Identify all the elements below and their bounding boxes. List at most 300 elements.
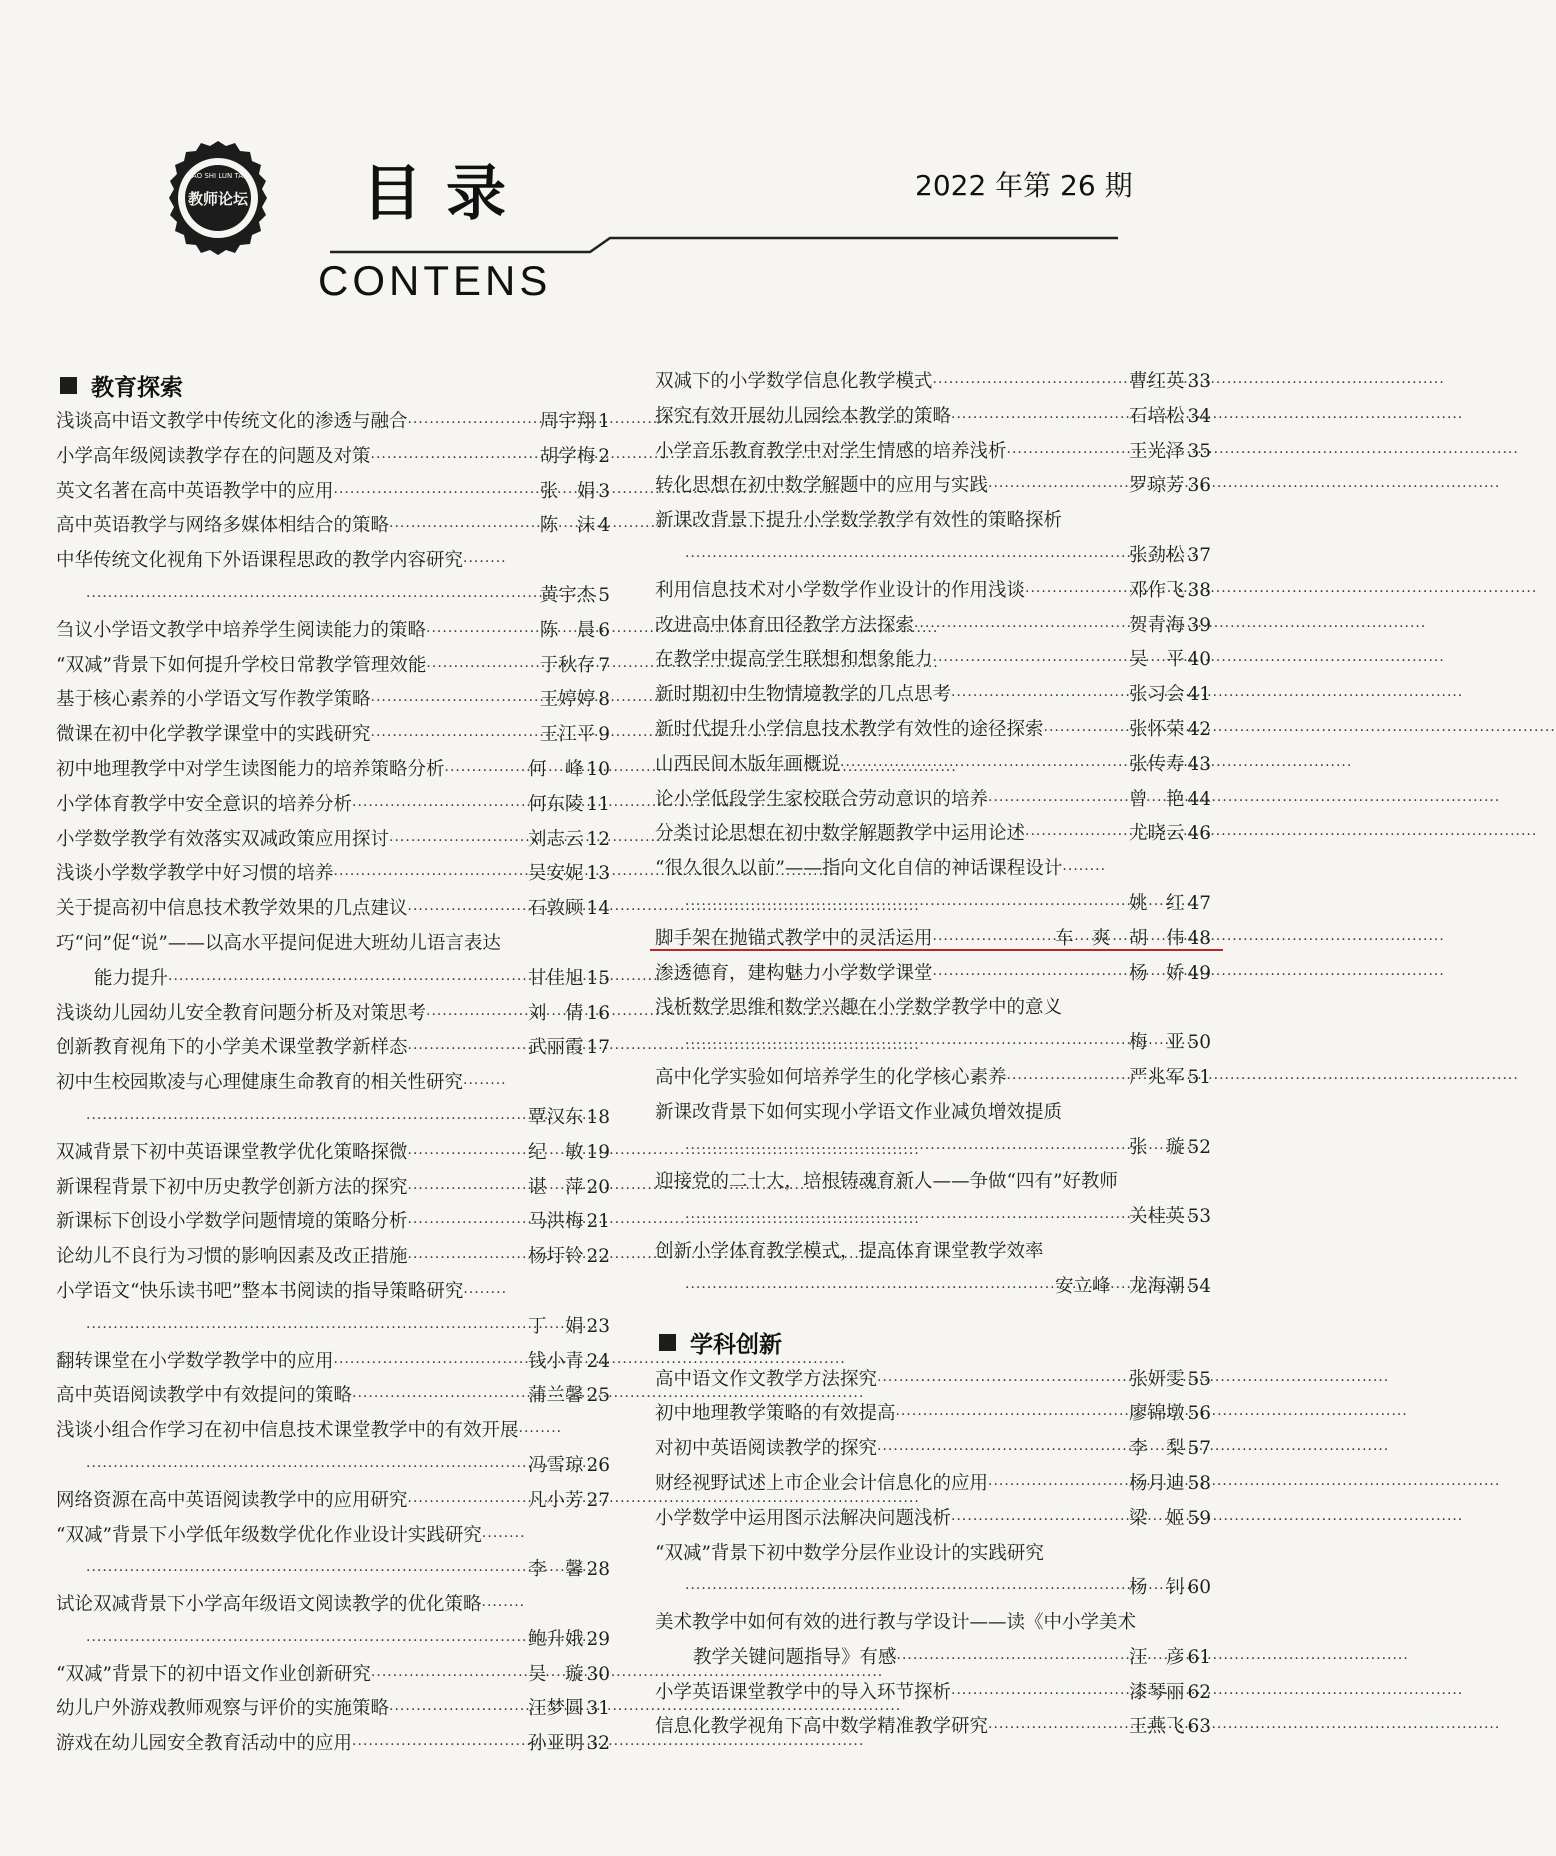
dot-leader bbox=[408, 406, 536, 441]
dot-leader bbox=[463, 1276, 610, 1311]
dot-leader bbox=[933, 923, 1051, 958]
dot-leader bbox=[371, 441, 536, 476]
entry-page: 52 bbox=[1187, 1136, 1211, 1158]
entry-page: 61 bbox=[1187, 1646, 1211, 1668]
toc-entry bbox=[56, 649, 610, 684]
toc-entry bbox=[655, 713, 1211, 748]
toc-entry bbox=[655, 609, 1211, 644]
dot-leader bbox=[655, 1271, 1051, 1306]
entry-title: 幼儿户外游戏教师观察与评价的实施策略 bbox=[56, 1698, 390, 1720]
toc-entry bbox=[655, 748, 1211, 783]
entry-page: 34 bbox=[1187, 405, 1211, 427]
entry-page: 27 bbox=[586, 1489, 610, 1511]
issue-number: 2022 年第 26 期 bbox=[915, 169, 1133, 202]
entry-author: 汪 彦 bbox=[1128, 1646, 1185, 1668]
entry-author: 汪梦圆 bbox=[527, 1698, 584, 1720]
entry-title: 新课程背景下初中历史教学创新方法的探究 bbox=[56, 1176, 408, 1198]
toc-entry bbox=[655, 1606, 1211, 1641]
toc-left-column bbox=[56, 365, 610, 1762]
toc-entry bbox=[56, 1553, 610, 1588]
dot-leader bbox=[352, 1728, 524, 1763]
entry-title: 翻转课堂在小学数学教学中的应用 bbox=[56, 1350, 334, 1372]
entry-author: 石培松 bbox=[1128, 405, 1185, 427]
toc-entry bbox=[56, 614, 610, 649]
entry-title: 初中地理教学策略的有效提高 bbox=[655, 1403, 896, 1425]
toc-entry bbox=[655, 678, 1211, 713]
entry-author: 何东陵 bbox=[527, 793, 584, 815]
entry-page: 25 bbox=[586, 1385, 610, 1407]
dot-leader bbox=[482, 1589, 610, 1624]
section-heading bbox=[655, 1323, 1211, 1363]
entry-author: 黄宇杰 bbox=[539, 584, 596, 606]
entry-author: 陈 晨 bbox=[539, 619, 596, 641]
entry-page: 15 bbox=[586, 967, 610, 989]
section-title: 教育探索 bbox=[91, 374, 183, 401]
entry-title: “双减”背景下初中数学分层作业设计的实践研究 bbox=[655, 1542, 1044, 1564]
toc-entry bbox=[655, 922, 1211, 957]
dot-leader bbox=[933, 958, 1125, 993]
toc-entry bbox=[56, 788, 610, 823]
entry-author: 王燕飞 bbox=[1128, 1716, 1185, 1738]
entry-title: 渗透德育，建构魅力小学数学课堂 bbox=[655, 962, 933, 984]
entry-author: 杨圩铃 bbox=[527, 1246, 584, 1268]
entry-title: 小学语文“快乐读书吧”整本书阅读的指导策略研究 bbox=[56, 1280, 464, 1302]
entry-author: 纪 敏 bbox=[527, 1141, 584, 1163]
entry-author: 胡学梅 bbox=[539, 445, 596, 467]
entry-page: 11 bbox=[586, 793, 610, 815]
dot-leader bbox=[951, 1503, 1125, 1538]
toc-entry bbox=[56, 405, 610, 440]
entry-title: 新课改背景下如何实现小学语文作业减负增效提质 bbox=[655, 1101, 1063, 1123]
dot-leader bbox=[877, 1433, 1125, 1468]
entry-author: 冯雪琼 bbox=[527, 1454, 584, 1476]
dot-leader bbox=[56, 580, 536, 615]
entry-page: 55 bbox=[1187, 1368, 1211, 1390]
dot-leader bbox=[463, 1067, 610, 1102]
dot-leader bbox=[482, 1520, 610, 1555]
entry-page: 22 bbox=[586, 1246, 610, 1268]
entry-page: 60 bbox=[1187, 1577, 1211, 1599]
entry-page: 8 bbox=[598, 689, 610, 711]
toc-entry bbox=[655, 1363, 1211, 1398]
toc-entry bbox=[655, 1131, 1211, 1166]
entry-title: 小学数学教学有效落实双减政策应用探讨 bbox=[56, 828, 390, 850]
entry-author: 贺青海 bbox=[1128, 614, 1185, 636]
dot-leader bbox=[168, 963, 524, 998]
toc-entry bbox=[655, 1432, 1211, 1467]
entry-title: 高中语文作文教学方法探究 bbox=[655, 1368, 878, 1390]
entry-author: 邓作飞 bbox=[1128, 579, 1185, 601]
entry-page: 58 bbox=[1187, 1472, 1211, 1494]
toc-entry bbox=[655, 957, 1211, 992]
toc-entry bbox=[655, 1026, 1211, 1061]
entry-title: 浅谈高中语文教学中传统文化的渗透与融合 bbox=[56, 411, 408, 432]
toc-entry bbox=[56, 1449, 610, 1484]
dot-leader bbox=[519, 1415, 610, 1450]
toc-entry bbox=[56, 1171, 610, 1206]
toc-entry bbox=[655, 643, 1211, 678]
entry-author: 谌 萍 bbox=[527, 1176, 584, 1198]
entry-author: 刘 倩 bbox=[527, 1002, 584, 1024]
toc-entry bbox=[56, 962, 610, 997]
dot-leader bbox=[334, 476, 536, 511]
entry-author: 王光泽 bbox=[1128, 440, 1185, 462]
toc-entry bbox=[655, 1467, 1211, 1502]
entry-page: 29 bbox=[586, 1628, 610, 1650]
logo-top-text: JIAO SHI LUN TAN bbox=[187, 172, 249, 180]
entry-page: 16 bbox=[586, 1002, 610, 1024]
dot-leader bbox=[56, 1624, 524, 1659]
entry-author: 张劲松 bbox=[1128, 544, 1185, 566]
dot-leader bbox=[1044, 714, 1125, 749]
toc-entry bbox=[655, 1397, 1211, 1432]
toc-entry bbox=[56, 1136, 610, 1171]
dot-leader bbox=[371, 684, 536, 719]
entry-page: 57 bbox=[1187, 1438, 1211, 1460]
entry-author: 甘佳旭 bbox=[527, 967, 584, 989]
dot-leader bbox=[352, 789, 524, 824]
dot-leader bbox=[655, 1201, 1125, 1236]
entry-page: 30 bbox=[586, 1663, 610, 1685]
dot-leader bbox=[408, 1032, 524, 1067]
dot-leader bbox=[1062, 853, 1211, 888]
dot-leader bbox=[389, 510, 536, 545]
dot-leader bbox=[389, 824, 524, 859]
dot-leader bbox=[655, 888, 1125, 923]
dot-leader bbox=[352, 1380, 524, 1415]
entry-page: 51 bbox=[1187, 1066, 1211, 1088]
entry-title: 分类讨论思想在初中数学解题教学中运用论述 bbox=[655, 823, 1026, 845]
entry-page: 40 bbox=[1187, 649, 1211, 671]
entry-title: “双减”背景下的初中语文作业创新研究 bbox=[56, 1663, 371, 1685]
section-title: 学科创新 bbox=[690, 1332, 782, 1359]
toc-entry bbox=[56, 997, 610, 1032]
entry-page: 33 bbox=[1187, 371, 1211, 392]
entry-author: 梅 亚 bbox=[1128, 1032, 1185, 1054]
entry-page: 62 bbox=[1187, 1681, 1211, 1703]
entry-page: 6 bbox=[598, 619, 610, 641]
entry-title: 创新教育视角下的小学美术课堂教学新样态 bbox=[56, 1037, 408, 1059]
toc-entry bbox=[56, 1658, 610, 1693]
entry-title: 信息化教学视角下高中数学精准教学研究 bbox=[655, 1716, 989, 1738]
toc-entry bbox=[655, 1061, 1211, 1096]
entry-author: 张习会 bbox=[1128, 684, 1185, 706]
dot-leader bbox=[56, 1102, 524, 1137]
entry-title: 小学音乐教育教学中对学生情感的培养浅析 bbox=[655, 440, 1007, 462]
dot-leader bbox=[408, 1137, 524, 1172]
highlight-underline bbox=[650, 949, 1223, 951]
dot-leader bbox=[445, 754, 524, 789]
entry-title: 初中地理教学中对学生读图能力的培养策略分析 bbox=[56, 758, 445, 780]
dot-leader bbox=[655, 1132, 1125, 1167]
header-rule bbox=[0, 0, 1296, 304]
entry-title: 新时代提升小学信息技术教学有效性的途径探索 bbox=[655, 718, 1044, 740]
entry-page: 19 bbox=[586, 1141, 610, 1163]
entry-page: 38 bbox=[1187, 579, 1211, 601]
entry-title: 探究有效开展幼儿园绘本教学的策略 bbox=[655, 405, 952, 427]
square-bullet-icon bbox=[659, 1334, 676, 1351]
dot-leader bbox=[933, 644, 1125, 679]
entry-author: 严兆军 bbox=[1128, 1066, 1185, 1088]
toc-entry bbox=[56, 1066, 610, 1101]
dot-leader bbox=[463, 545, 610, 580]
dot-leader bbox=[334, 1346, 524, 1381]
entry-page: 42 bbox=[1187, 718, 1211, 740]
entry-author: 尤晓云 bbox=[1128, 823, 1185, 845]
entry-title: 游戏在幼儿园安全教育活动中的应用 bbox=[56, 1733, 353, 1755]
entry-author: 石敦顾 bbox=[527, 898, 584, 920]
entry-page: 18 bbox=[586, 1106, 610, 1128]
toc-entry bbox=[56, 1727, 610, 1762]
toc-entry bbox=[655, 1502, 1211, 1537]
entry-page: 20 bbox=[586, 1176, 610, 1198]
toc-entry bbox=[655, 1235, 1211, 1270]
entry-page: 17 bbox=[586, 1037, 610, 1059]
entry-author: 安立峰 龙海潮 bbox=[1054, 1275, 1185, 1297]
toc-entry bbox=[56, 1240, 610, 1275]
dot-leader bbox=[408, 1485, 524, 1520]
entry-title: 试论双减背景下小学高年级语文阅读教学的优化策略 bbox=[56, 1594, 482, 1616]
dot-leader bbox=[951, 1677, 1125, 1712]
entry-author: 覃汉东 bbox=[527, 1106, 584, 1128]
entry-author: 杨 钊 bbox=[1128, 1577, 1185, 1599]
entry-page: 37 bbox=[1187, 544, 1211, 566]
entry-title: 小学英语课堂教学中的导入环节探析 bbox=[655, 1681, 952, 1703]
dot-leader bbox=[1025, 575, 1125, 610]
entry-author: 漆琴丽 bbox=[1128, 1681, 1185, 1703]
entry-page: 21 bbox=[586, 1211, 610, 1233]
toc-entry bbox=[56, 475, 610, 510]
dot-leader bbox=[897, 1642, 1125, 1677]
entry-author: 王婷婷 bbox=[539, 689, 596, 711]
entry-author: 罗琼芳 bbox=[1128, 475, 1185, 497]
entry-page: 28 bbox=[586, 1559, 610, 1581]
entry-page: 41 bbox=[1187, 684, 1211, 706]
toc-entry bbox=[56, 1484, 610, 1519]
entry-page: 5 bbox=[598, 584, 610, 606]
toc-entry bbox=[655, 469, 1211, 504]
entry-title: 迎接党的二十大，培根铸魂育新人——争做“四有”好教师 bbox=[655, 1171, 1118, 1193]
toc-entry bbox=[56, 1310, 610, 1345]
entry-page: 2 bbox=[598, 445, 610, 467]
entry-page: 36 bbox=[1187, 475, 1211, 497]
dot-leader bbox=[1007, 1062, 1125, 1097]
entry-title: “很久很久以前”——指向文化自信的神话课程设计 bbox=[655, 858, 1063, 880]
entry-author: 何 峰 bbox=[527, 758, 584, 780]
toc-entry bbox=[655, 1676, 1211, 1711]
entry-page: 49 bbox=[1187, 962, 1211, 984]
toc-entry bbox=[655, 1641, 1211, 1676]
toc-entry bbox=[56, 440, 610, 475]
entry-title: 改进高中体育田径教学方法探索 bbox=[655, 614, 915, 636]
dot-leader bbox=[1025, 818, 1125, 853]
dot-leader bbox=[988, 784, 1125, 819]
entry-title: 关于提高初中信息技术教学效果的几点建议 bbox=[56, 898, 408, 920]
entry-author: 杨月迪 bbox=[1128, 1472, 1185, 1494]
entry-author: 于秋存 bbox=[539, 654, 596, 676]
entry-page: 10 bbox=[586, 758, 610, 780]
toc-entry bbox=[56, 1379, 610, 1414]
entry-author: 张 娟 bbox=[539, 480, 596, 502]
toc-entry bbox=[655, 887, 1211, 922]
dot-leader bbox=[951, 679, 1125, 714]
entry-author: 吴 璇 bbox=[527, 1663, 584, 1685]
entry-title: 微课在初中化学教学课堂中的实践研究 bbox=[56, 724, 371, 746]
contents-en-title: CONTENS bbox=[318, 257, 552, 304]
entry-page: 63 bbox=[1187, 1716, 1211, 1738]
entry-page: 32 bbox=[586, 1733, 610, 1755]
toc-entry bbox=[655, 852, 1211, 887]
entry-author: 马洪梅 bbox=[527, 1211, 584, 1233]
entry-page: 1 bbox=[598, 411, 610, 432]
toc-entry bbox=[56, 1623, 610, 1658]
toc-entry bbox=[655, 365, 1211, 400]
entry-page: 44 bbox=[1187, 788, 1211, 810]
dot-leader bbox=[655, 1572, 1125, 1607]
entry-page: 23 bbox=[586, 1315, 610, 1337]
toc-entry bbox=[655, 435, 1211, 470]
entry-author: 孙亚明 bbox=[527, 1733, 584, 1755]
entry-title: 论小学低段学生家校联合劳动意识的培养 bbox=[655, 788, 989, 810]
entry-author: 鲍升娥 bbox=[527, 1628, 584, 1650]
entry-title: 新课改背景下提升小学数学教学有效性的策略探析 bbox=[655, 510, 1063, 532]
entry-author: 曹红英 bbox=[1128, 371, 1185, 392]
entry-title: 论幼儿不良行为习惯的影响因素及改正措施 bbox=[56, 1246, 408, 1268]
toc-entry bbox=[655, 1571, 1211, 1606]
entry-title: 能力提升 bbox=[94, 967, 169, 989]
entry-title: 双减下的小学数学信息化教学模式 bbox=[655, 371, 933, 392]
dot-leader bbox=[877, 1364, 1125, 1399]
entry-author: 李 梨 bbox=[1128, 1438, 1185, 1460]
entry-title: 山西民间木版年画概说 bbox=[655, 753, 841, 775]
toc-entry bbox=[56, 544, 610, 579]
entry-page: 24 bbox=[586, 1350, 610, 1372]
dot-leader bbox=[1007, 436, 1125, 471]
entry-title: 转化思想在初中数学解题中的应用与实践 bbox=[655, 475, 989, 497]
square-bullet-icon bbox=[60, 377, 77, 394]
entry-title: 高中化学实验如何培养学生的化学核心素养 bbox=[655, 1066, 1007, 1088]
toc-entry bbox=[56, 683, 610, 718]
entry-page: 56 bbox=[1187, 1403, 1211, 1425]
entry-author: 梁 姬 bbox=[1128, 1507, 1185, 1529]
entry-title: 小学数学中运用图示法解决问题浅析 bbox=[655, 1507, 952, 1529]
entry-title: 新课标下创设小学数学问题情境的策略分析 bbox=[56, 1211, 408, 1233]
dot-leader bbox=[840, 749, 1125, 784]
entry-title: 浅谈幼儿园幼儿安全教育问题分析及对策思考 bbox=[56, 1002, 427, 1024]
entry-title: 初中生校园欺凌与心理健康生命教育的相关性研究 bbox=[56, 1072, 464, 1094]
entry-author: 杨 娇 bbox=[1128, 962, 1185, 984]
dot-leader bbox=[933, 366, 1125, 401]
entry-author: 吴安妮 bbox=[527, 863, 584, 885]
toc-entry bbox=[56, 1275, 610, 1310]
toc-entry bbox=[655, 1096, 1211, 1131]
entry-page: 48 bbox=[1187, 927, 1211, 949]
entry-title: 刍议小学语文教学中培养学生阅读能力的策略 bbox=[56, 619, 427, 641]
dot-leader bbox=[56, 1311, 524, 1346]
entry-page: 4 bbox=[598, 515, 610, 537]
toc-entry bbox=[56, 753, 610, 788]
dot-leader bbox=[988, 1711, 1125, 1746]
entry-author: 吴 平 bbox=[1128, 649, 1185, 671]
dot-leader bbox=[56, 1450, 524, 1485]
toc-entry bbox=[56, 1588, 610, 1623]
entry-title: 高中英语教学与网络多媒体相结合的策略 bbox=[56, 515, 390, 537]
entry-author: 陈 沫 bbox=[539, 515, 596, 537]
entry-author: 张传寿 bbox=[1128, 753, 1185, 775]
toc-entry bbox=[655, 1200, 1211, 1235]
toc-entry bbox=[655, 504, 1211, 539]
toc-entry bbox=[56, 857, 610, 892]
dot-leader bbox=[408, 893, 524, 928]
toc-entry bbox=[56, 509, 610, 544]
dot-leader bbox=[371, 1659, 524, 1694]
entry-title: “双减”背景下小学低年级数学优化作业设计实践研究 bbox=[56, 1524, 482, 1546]
toc-right-column bbox=[655, 365, 1211, 1745]
dot-leader bbox=[988, 1468, 1125, 1503]
entry-page: 35 bbox=[1187, 440, 1211, 462]
entry-title: 高中英语阅读教学中有效提问的策略 bbox=[56, 1385, 353, 1407]
entry-author: 蒲兰馨 bbox=[527, 1385, 584, 1407]
toc-entry bbox=[56, 892, 610, 927]
toc-entry bbox=[655, 1165, 1211, 1200]
entry-title: 网络资源在高中英语阅读教学中的应用研究 bbox=[56, 1489, 408, 1511]
dot-leader bbox=[914, 610, 1125, 645]
entry-title: 小学高年级阅读教学存在的问题及对策 bbox=[56, 445, 371, 467]
entry-title: 利用信息技术对小学数学作业设计的作用浅谈 bbox=[655, 579, 1026, 601]
entry-page: 7 bbox=[598, 654, 610, 676]
dot-leader bbox=[896, 1398, 1125, 1433]
entry-author: 廖锦墩 bbox=[1128, 1403, 1185, 1425]
dot-leader bbox=[655, 1027, 1125, 1062]
entry-author: 张怀荣 bbox=[1128, 718, 1185, 740]
toc-entry bbox=[655, 400, 1211, 435]
entry-author: 李 馨 bbox=[527, 1559, 584, 1581]
toc-entry bbox=[655, 574, 1211, 609]
entry-page: 39 bbox=[1187, 614, 1211, 636]
entry-page: 14 bbox=[586, 898, 610, 920]
toc-entry bbox=[56, 1414, 610, 1449]
dot-leader bbox=[408, 1241, 524, 1276]
entry-title: 在教学中提高学生联想和想象能力 bbox=[655, 649, 933, 671]
page-title: 目录 bbox=[362, 159, 530, 229]
toc-entry bbox=[655, 1537, 1211, 1572]
toc-entry bbox=[56, 1519, 610, 1554]
entry-title: 小学体育教学中安全意识的培养分析 bbox=[56, 793, 353, 815]
toc-entry bbox=[655, 991, 1211, 1026]
entry-title: 英文名著在高中英语教学中的应用 bbox=[56, 480, 334, 502]
toc-entry bbox=[56, 1692, 610, 1727]
entry-author: 钱小青 bbox=[527, 1350, 584, 1372]
entry-page: 13 bbox=[586, 863, 610, 885]
toc-entry bbox=[655, 1270, 1211, 1305]
dot-leader bbox=[426, 650, 535, 685]
dot-leader bbox=[426, 615, 536, 650]
entry-author: 刘志云 bbox=[527, 828, 584, 850]
toc-entry bbox=[655, 817, 1211, 852]
logo-main-text: 教师论坛 bbox=[187, 190, 249, 208]
entry-title: “双减”背景下如何提升学校日常教学管理效能 bbox=[56, 654, 427, 676]
entry-title: 中华传统文化视角下外语课程思政的教学内容研究 bbox=[56, 550, 464, 572]
entry-title: 财经视野试述上市企业会计信息化的应用 bbox=[655, 1472, 989, 1494]
entry-page: 47 bbox=[1187, 892, 1211, 914]
entry-page: 31 bbox=[586, 1698, 610, 1720]
toc-entry bbox=[56, 1205, 610, 1240]
entry-page: 54 bbox=[1187, 1275, 1211, 1297]
dot-leader bbox=[371, 719, 536, 754]
entry-title: 巧“问”促“说”——以高水平提问促进大班幼儿语言表达 bbox=[56, 932, 501, 954]
dot-leader bbox=[389, 1693, 524, 1728]
dot-leader bbox=[334, 858, 524, 893]
